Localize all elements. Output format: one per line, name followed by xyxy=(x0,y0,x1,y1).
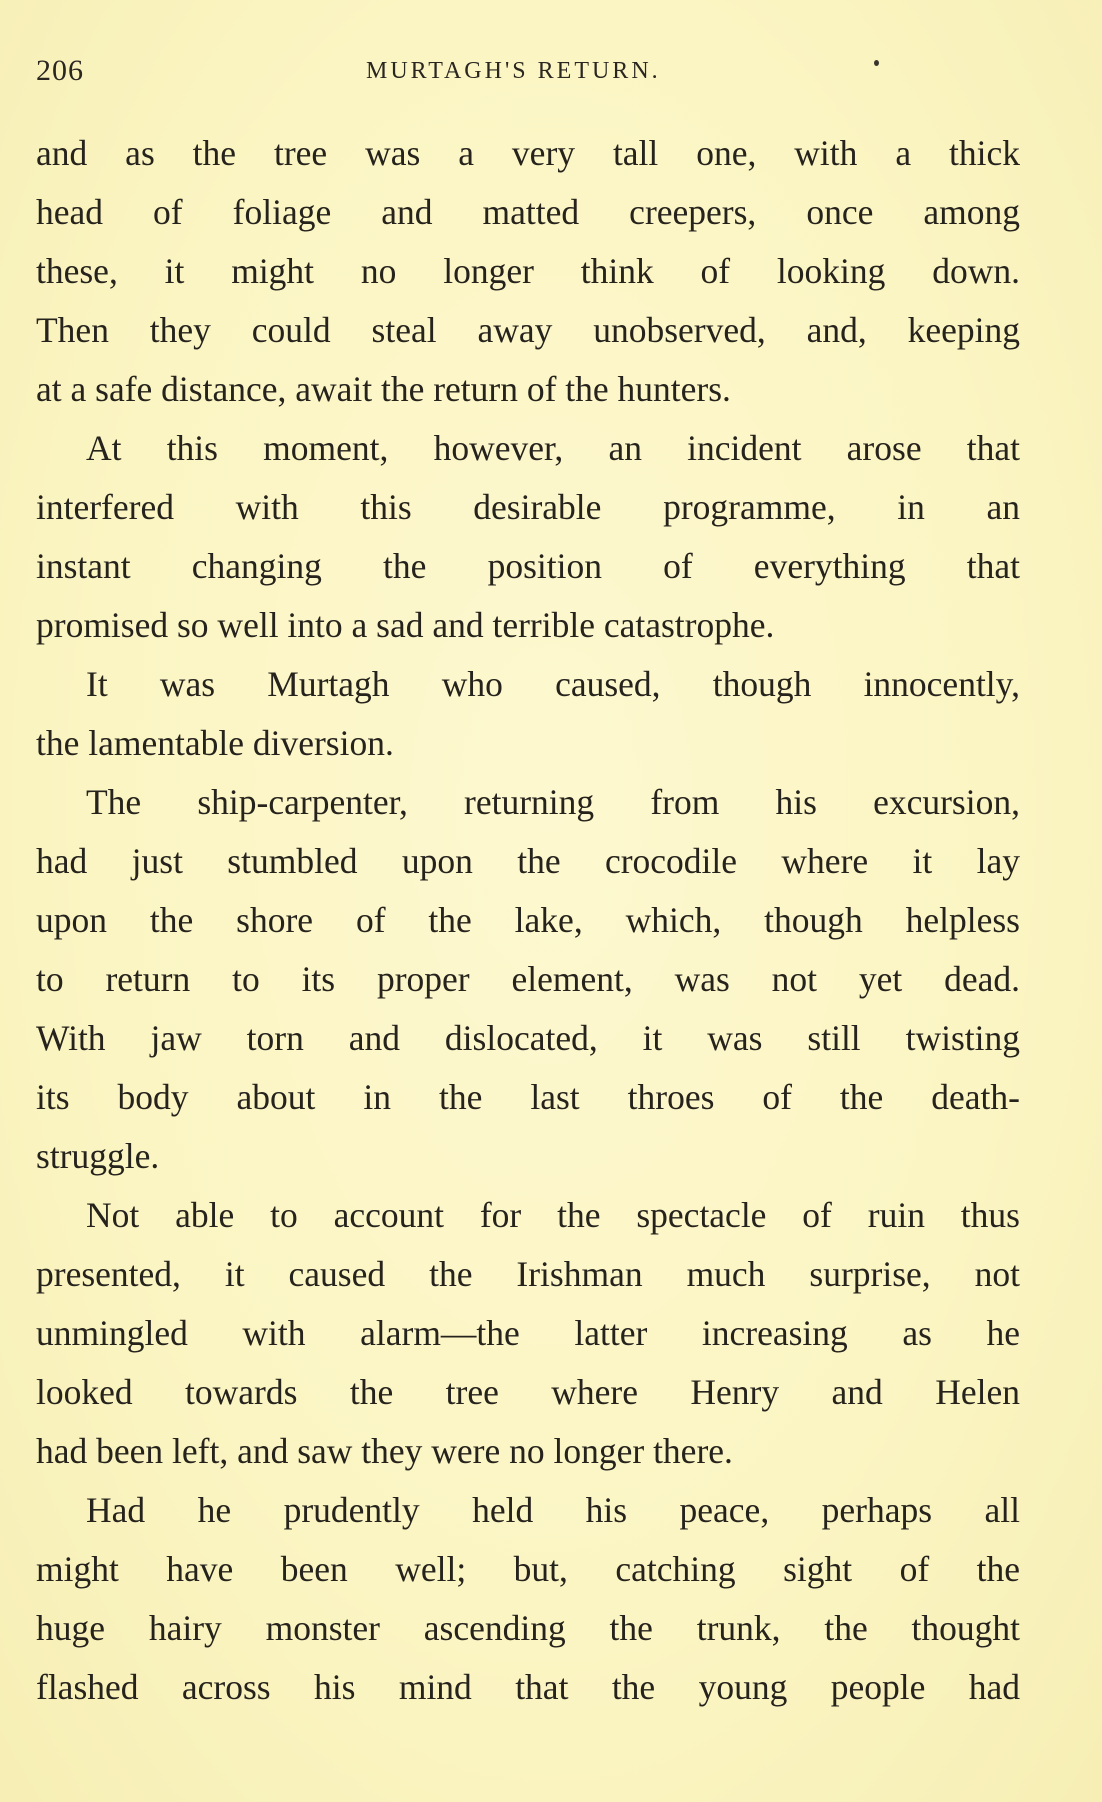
text-line: head of foliage and matted creepers, once among xyxy=(36,192,1020,232)
text-line: its body about in the last throes of the death- xyxy=(36,1077,1020,1117)
text-line: at a safe distance, await the return of the hunters. xyxy=(36,369,731,409)
text-line: huge hairy monster ascending the trunk, the thought xyxy=(36,1608,1020,1648)
text-line: upon the shore of the lake, which, though helpless xyxy=(36,900,1020,940)
text-line: It was Murtagh who caused, though innocently, xyxy=(86,664,1020,704)
text-line: promised so well into a sad and terrible catastrophe. xyxy=(36,605,775,645)
text-line: these, it might no longer think of looking down. xyxy=(36,251,1020,291)
text-line: With jaw torn and dislocated, it was still twisting xyxy=(36,1018,1020,1058)
text-line: unmingled with alarm—the latter increasing as he xyxy=(36,1313,1020,1353)
page-header xyxy=(36,54,1036,94)
text-line: flashed across his mind that the young people had xyxy=(36,1667,1020,1707)
page-number: 206 xyxy=(36,54,84,87)
text-line: Not able to account for the spectacle of ruin thus xyxy=(86,1195,1020,1235)
running-head: MURTAGH'S RETURN. xyxy=(366,58,661,84)
text-line: Then they could steal away unobserved, and, keeping xyxy=(36,310,1020,350)
text-line: Had he prudently held his peace, perhaps all xyxy=(86,1490,1020,1530)
text-line: At this moment, however, an incident arose that xyxy=(86,428,1020,468)
text-line: and as the tree was a very tall one, with a thick xyxy=(36,133,1020,173)
text-line: looked towards the tree where Henry and Helen xyxy=(36,1372,1020,1412)
text-line: the lamentable diversion. xyxy=(36,723,394,763)
text-line: had just stumbled upon the crocodile where it lay xyxy=(36,841,1020,881)
text-line: instant changing the position of everything that xyxy=(36,546,1020,586)
ink-dot xyxy=(874,60,879,66)
text-line: to return to its proper element, was not yet dead. xyxy=(36,959,1020,999)
text-line: might have been well; but, catching sight of the xyxy=(36,1549,1020,1589)
text-line: struggle. xyxy=(36,1136,160,1176)
text-line: The ship-carpenter, returning from his excursion, xyxy=(86,782,1020,822)
text-line: had been left, and saw they were no longer there. xyxy=(36,1431,733,1471)
body-text xyxy=(36,124,1020,1717)
text-line: presented, it caused the Irishman much surprise, not xyxy=(36,1254,1020,1294)
text-line: interfered with this desirable programme, in an xyxy=(36,487,1020,527)
